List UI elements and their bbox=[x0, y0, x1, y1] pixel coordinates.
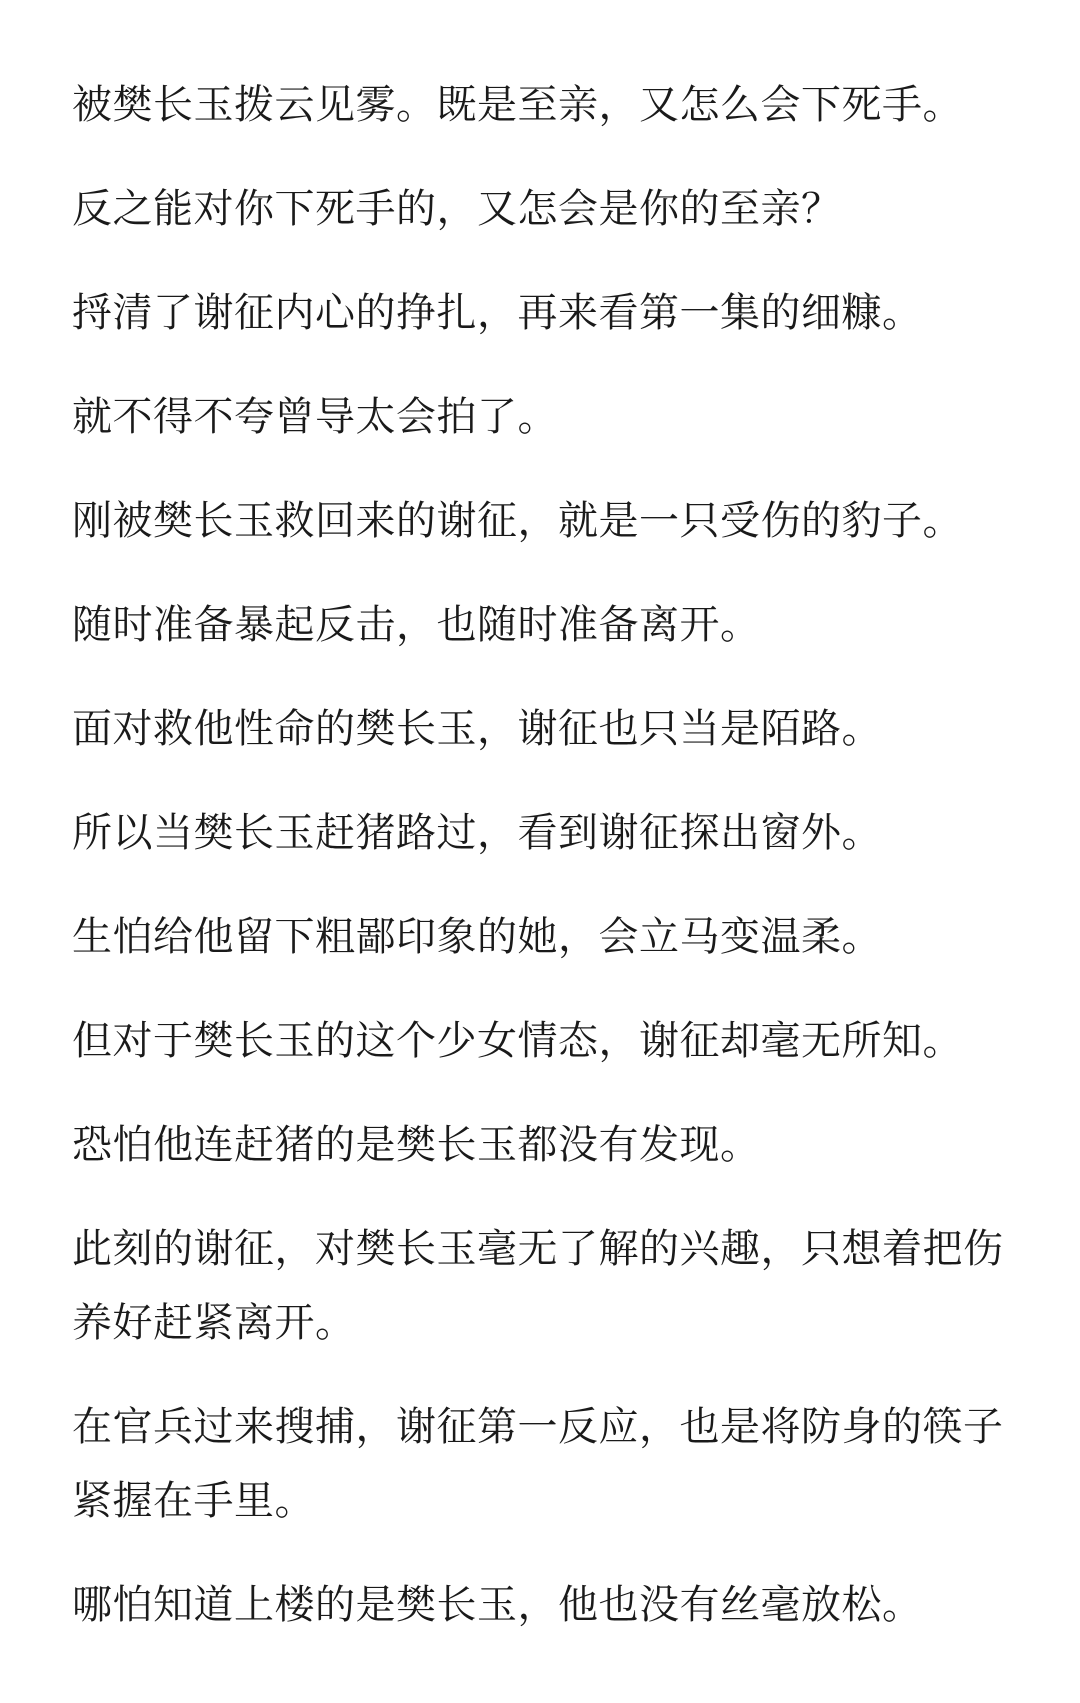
paragraph: 但对于樊长玉的这个少女情态，谢征却毫无所知。 bbox=[72, 1018, 963, 1064]
paragraph: 刚被樊长玉救回来的谢征，就是一只受伤的豹子。 bbox=[72, 498, 963, 544]
paragraph: 此刻的谢征，对樊长玉毫无了解的兴趣，只想着把伤养好赶紧离开。 bbox=[72, 1226, 1004, 1346]
paragraph: 在官兵过来搜捕，谢征第一反应，也是将防身的筷子紧握在手里。 bbox=[72, 1404, 1004, 1524]
article-body bbox=[72, 68, 1012, 1672]
paragraph: 就不得不夸曾导太会拍了。 bbox=[72, 394, 558, 440]
paragraph: 生怕给他留下粗鄙印象的她，会立马变温柔。 bbox=[72, 914, 882, 960]
paragraph: 恐怕他连赶猪的是樊长玉都没有发现。 bbox=[72, 1122, 761, 1168]
paragraph: 面对救他性命的樊长玉，谢征也只当是陌路。 bbox=[72, 706, 882, 752]
paragraph: 捋清了谢征内心的挣扎，再来看第一集的细糠。 bbox=[72, 290, 923, 336]
paragraph: 被樊长玉拨云见雾。既是至亲，又怎么会下死手。 bbox=[72, 82, 963, 128]
paragraph: 随时准备暴起反击，也随时准备离开。 bbox=[72, 602, 761, 648]
paragraph: 反之能对你下死手的，又怎会是你的至亲？ bbox=[72, 186, 842, 232]
paragraph: 哪怕知道上楼的是樊长玉，他也没有丝毫放松。 bbox=[72, 1582, 923, 1628]
paragraph: 所以当樊长玉赶猪路过，看到谢征探出窗外。 bbox=[72, 810, 882, 856]
